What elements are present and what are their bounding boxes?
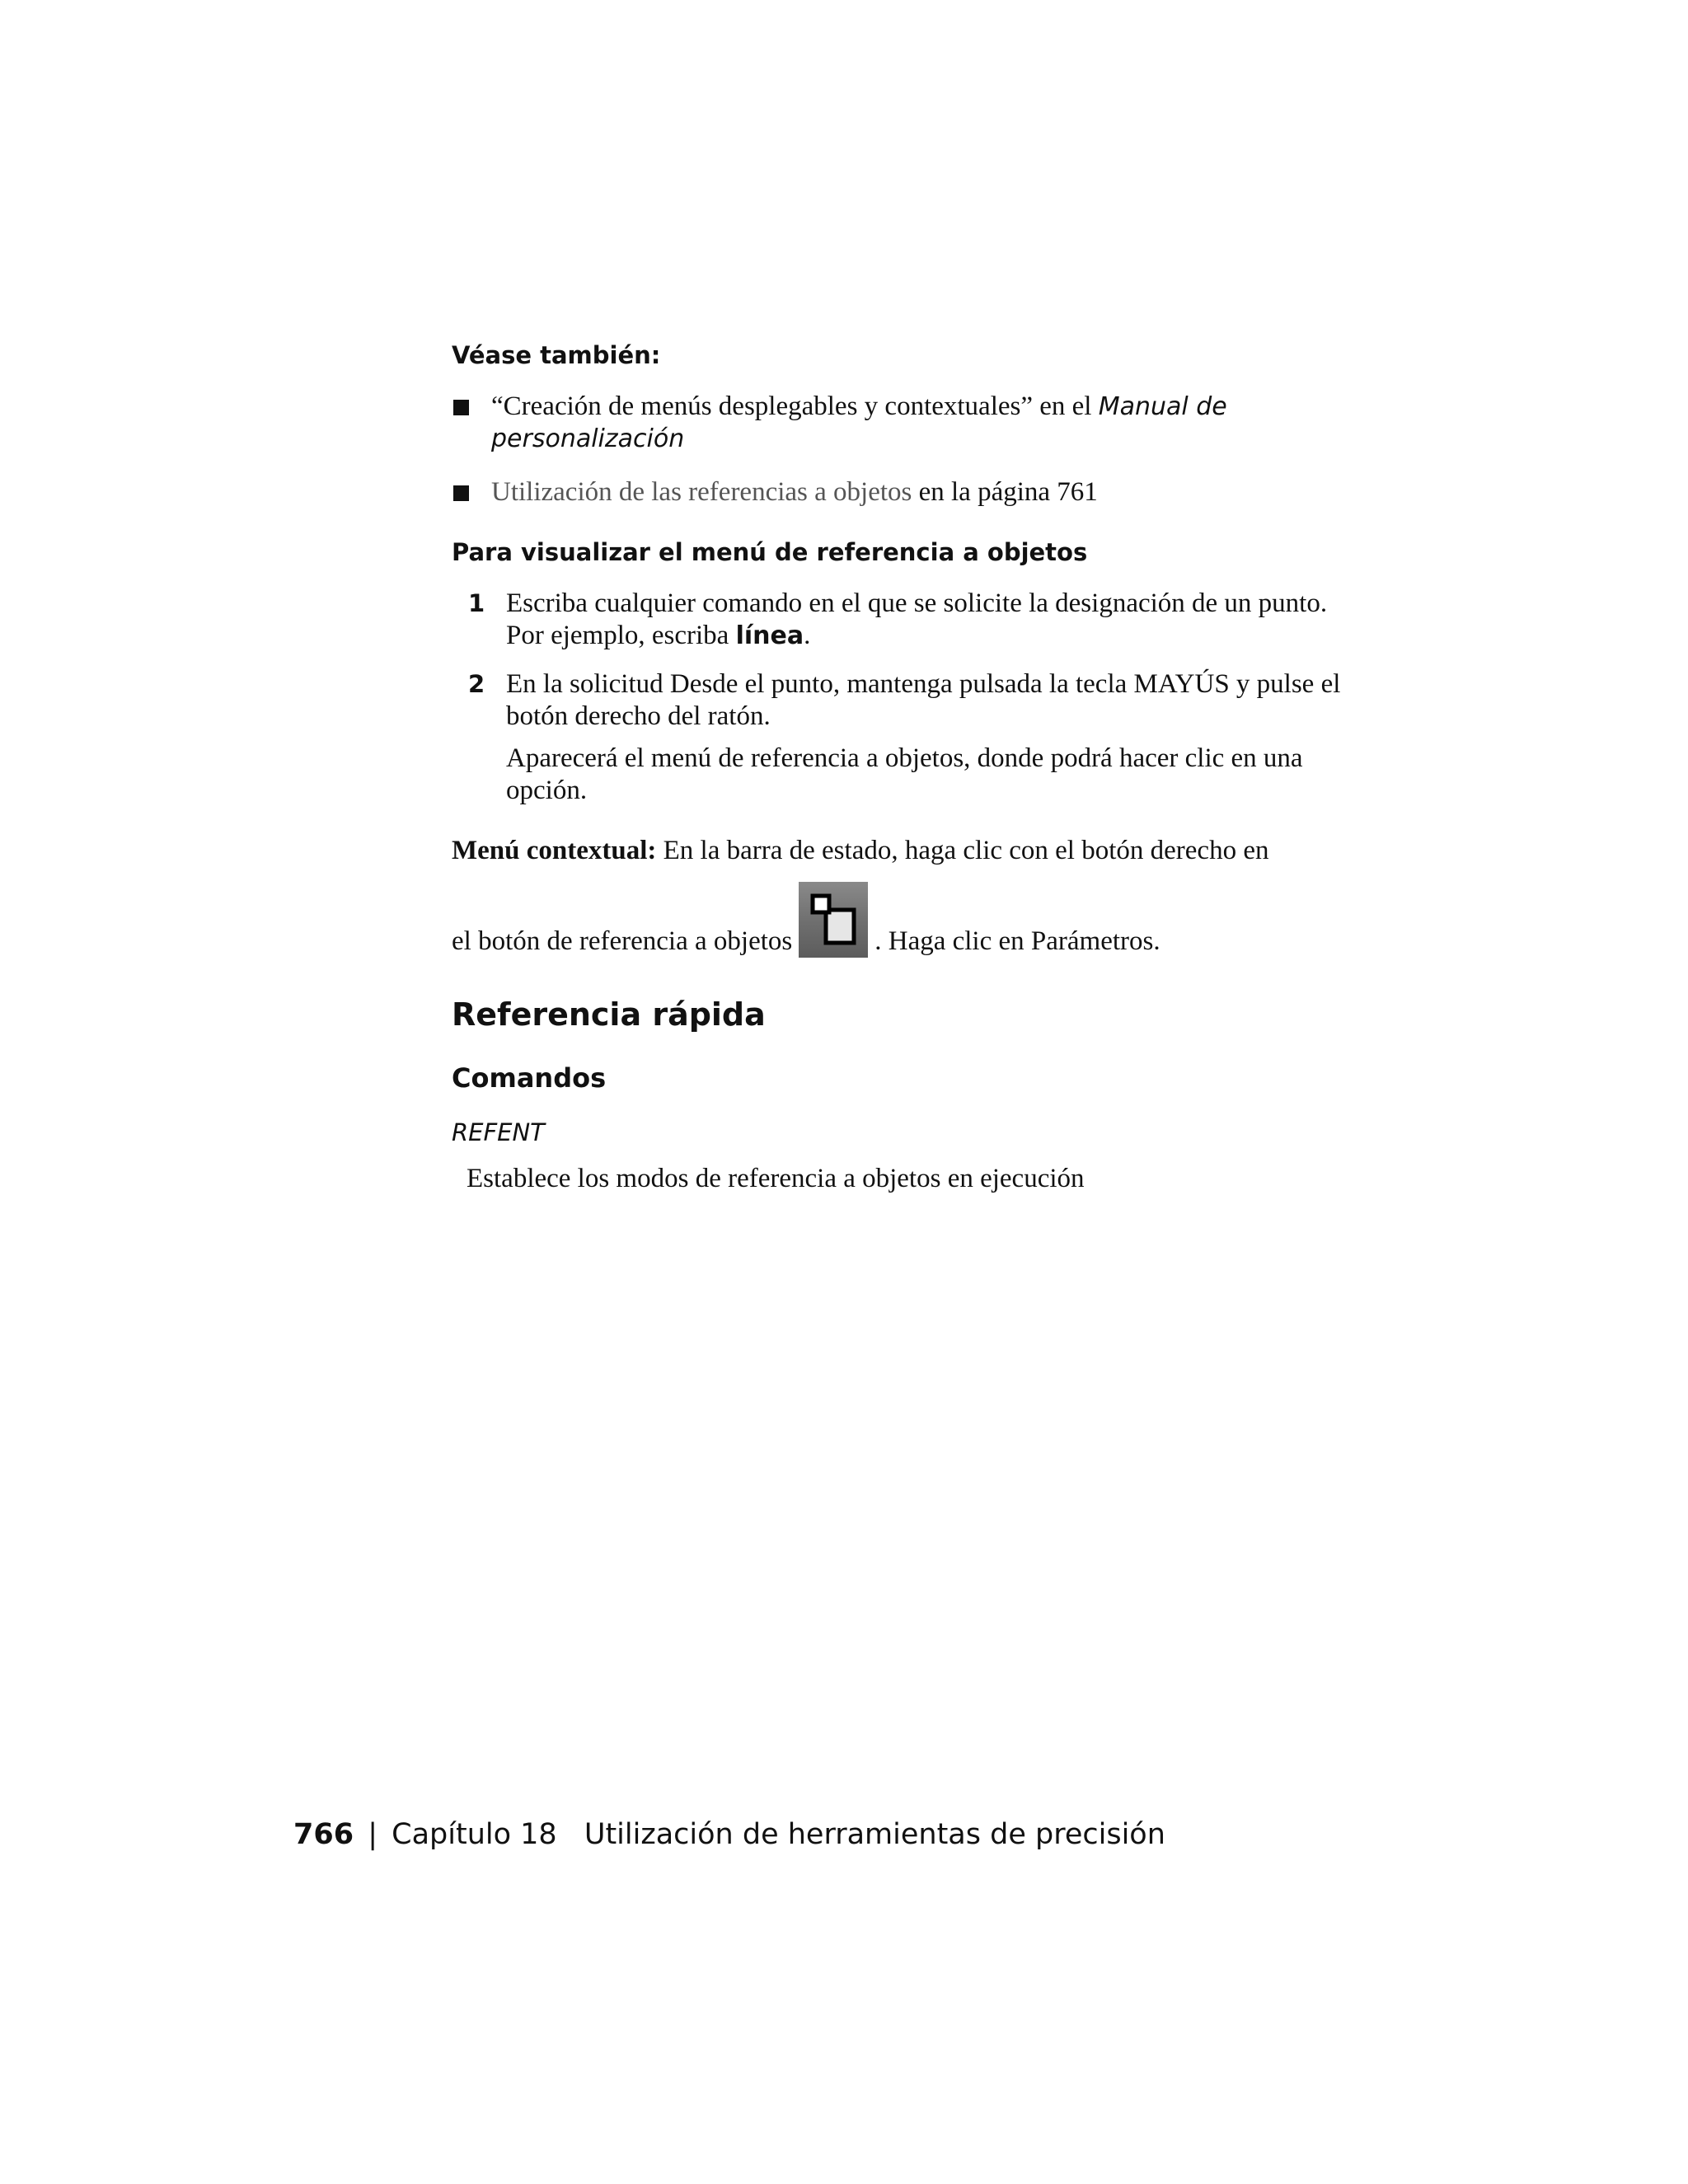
command-name: REFENT [452,1118,545,1146]
see-also-item [452,391,1350,455]
context-menu-line-2 [452,882,1350,958]
step-number: 1 [468,589,485,617]
manual-title: Manual de personalización [491,392,1227,453]
step-text: En la solicitud Desde el punto, mantenga pulsada la tecla MAYÚS y pulse el botón derecho del ratón. [506,669,1341,731]
chapter-title: Utilización de herramientas de precisión [584,1818,1165,1851]
procedure-steps [452,588,1350,807]
command-description: Establece los modos de referencia a objetos en ejecución [467,1164,1085,1193]
footer-separator: | [368,1818,377,1851]
command-keyword: línea [735,621,804,650]
see-also-heading: Véase también: [452,341,661,369]
context-menu-text: . Haga clic en Parámetros. [874,926,1160,956]
procedure-step [452,588,1350,652]
page-content [452,338,1350,1195]
step-number: 2 [468,670,485,698]
context-menu-label: Menú contextual: [452,836,657,865]
procedure-heading: Para visualizar el menú de referencia a objetos [452,538,1088,566]
procedure-step [452,668,1350,807]
bullet-square-icon [453,400,469,415]
page-number: 766 [293,1818,354,1851]
context-menu-text: En la barra de estado, haga clic con el botón derecho en [656,836,1269,865]
cross-reference-link[interactable]: Utilización de las referencias a objetos [491,477,912,507]
context-menu-text: el botón de referencia a objetos [452,926,793,956]
step-text-end: . [804,621,811,650]
chapter-label: Capítulo 18 [392,1818,557,1851]
object-snap-glyph [810,893,856,946]
see-also-list [452,391,1350,509]
bullet-square-icon [453,485,469,501]
see-also-item-text: “Creación de menús desplegables y contextuales” en el [491,391,1099,421]
context-menu-paragraph [452,835,1350,958]
object-snap-icon[interactable] [799,882,868,958]
commands-heading: Comandos [452,1062,607,1094]
quick-reference-heading: Referencia rápida [452,996,766,1033]
see-also-item [452,476,1350,509]
step-result: Aparecerá el menú de referencia a objetos, donde podrá hacer clic en una opción. [506,743,1303,805]
step-text: Escriba cualquier comando en el que se solicite la designación de un punto. Por ejemplo, escriba [506,588,1328,650]
page-reference: en la página 761 [912,477,1098,507]
context-menu-line-1 [452,835,1350,867]
page-footer [293,1816,1165,1854]
